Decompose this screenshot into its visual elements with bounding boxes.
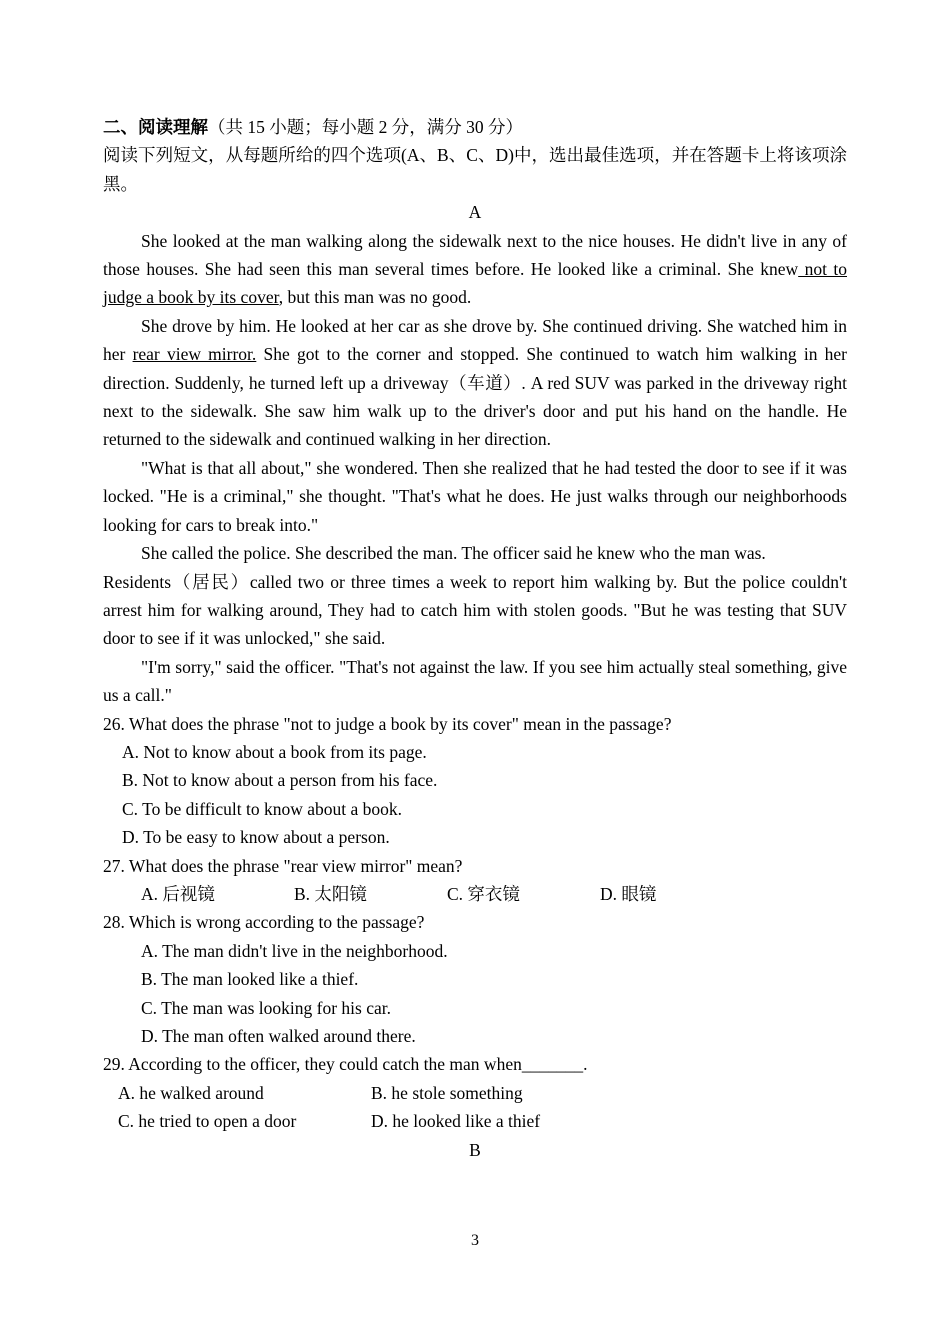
p1-text-before: She looked at the man walking along the sidewalk next to the nice houses. He didn't live in any of those houses. She had seen this man several times before. He looked like a criminal. She knew: [103, 230, 847, 280]
passage-a-paragraph-3: "What is that all about," she wondered. Then she realized that he had tested the door to see if it was locked. "He is a criminal," she thought. "That's what he does. He just walks through our neighborhoods looking for cars to break into.": [103, 457, 847, 535]
question-28-option-b: B. The man looked like a thief.: [141, 969, 359, 990]
passage-a-paragraph-5: "I'm sorry," said the officer. "That's not against the law. If you see him actually steal something, give us a call.": [103, 656, 847, 706]
underlined-phrase-judge-book: not to judge a book by its cover: [103, 259, 847, 308]
question-29-options-row-2: [103, 1107, 847, 1135]
section-title: 二、阅读理解: [103, 117, 208, 137]
question-26-option-a: A. Not to know about a book from its page.: [122, 741, 427, 762]
passage-a-label: A: [468, 202, 482, 223]
question-27-option-d: D. 眼镜: [600, 883, 657, 904]
question-27-options: [103, 880, 847, 908]
question-26-stem: 26. What does the phrase "not to judge a book by its cover" mean in the passage?: [103, 713, 672, 734]
question-29-option-c: C. he tried to open a door: [118, 1111, 297, 1132]
section-scoring: （共 15 小题；每小题 2 分，满分 30 分）: [208, 117, 523, 137]
p2-text-after: She got to the corner and stopped. She continued to watch him walking in her direction. Suddenly, he turned left up a driveway（车道）. A red SUV was parked in the driveway right next to the sidewalk. She saw him walk up to the driver's door and put his hand on the handle. He returned to the sidewalk and continued walking in her direction.: [103, 344, 848, 450]
question-28-option-d: D. The man often walked around there.: [141, 1026, 416, 1046]
passage-a-paragraph-1: [103, 227, 847, 312]
section-heading: [103, 113, 847, 141]
question-26-option-c: C. To be difficult to know about a book.: [122, 798, 403, 819]
exam-page: [103, 113, 847, 1164]
passage-a-paragraph-4-rest: Residents（居民）called two or three times a week to report him walking by. But the police couldn't arrest him for walking around, They had to catch him with stolen goods. "But he was testing that SUV door to see if it was unlocked," she said.: [103, 571, 847, 649]
question-29-option-a: A. he walked around: [118, 1082, 264, 1103]
question-27-option-c: C. 穿衣镜: [447, 883, 520, 904]
p2-text-before: She drove by him. He looked at her car as she drove by. She continued driving. She watched him in her: [103, 315, 847, 365]
question-28-option-c: C. The man was looking for his car.: [141, 997, 391, 1018]
page-number: 3: [471, 1232, 479, 1249]
p1-text-after: , but this man was no good.: [278, 287, 472, 308]
question-27-option-a: A. 后视镜: [141, 883, 215, 904]
section-instruction: 阅读下列短文，从每题所给的四个选项(A、B、C、D)中，选出最佳选项，并在答题卡上将该项涂黑。: [103, 145, 847, 194]
passage-a-paragraph-2: [103, 312, 847, 454]
question-29-option-b: B. he stole something: [371, 1082, 523, 1103]
passage-b-label: B: [469, 1139, 481, 1160]
question-27-option-b: B. 太阳镜: [294, 883, 367, 904]
passage-a-paragraph-4-first-line: She called the police. She described the man. The officer said he knew who the man was.: [141, 543, 766, 564]
question-26-option-b: B. Not to know about a person from his face.: [122, 770, 438, 791]
question-27-stem: 27. What does the phrase "rear view mirror" mean?: [103, 855, 463, 876]
question-29-stem: 29. According to the officer, they could catch the man when_______.: [103, 1054, 588, 1075]
question-26-option-d: D. To be easy to know about a person.: [122, 827, 390, 848]
underlined-phrase-rear-view-mirror: rear view mirror.: [132, 344, 257, 365]
question-29-option-d: D. he looked like a thief: [371, 1111, 541, 1132]
question-28-option-a: A. The man didn't live in the neighborhood.: [141, 940, 448, 961]
question-29-options-row-1: [103, 1079, 847, 1107]
question-28-stem: 28. Which is wrong according to the passage?: [103, 912, 425, 933]
